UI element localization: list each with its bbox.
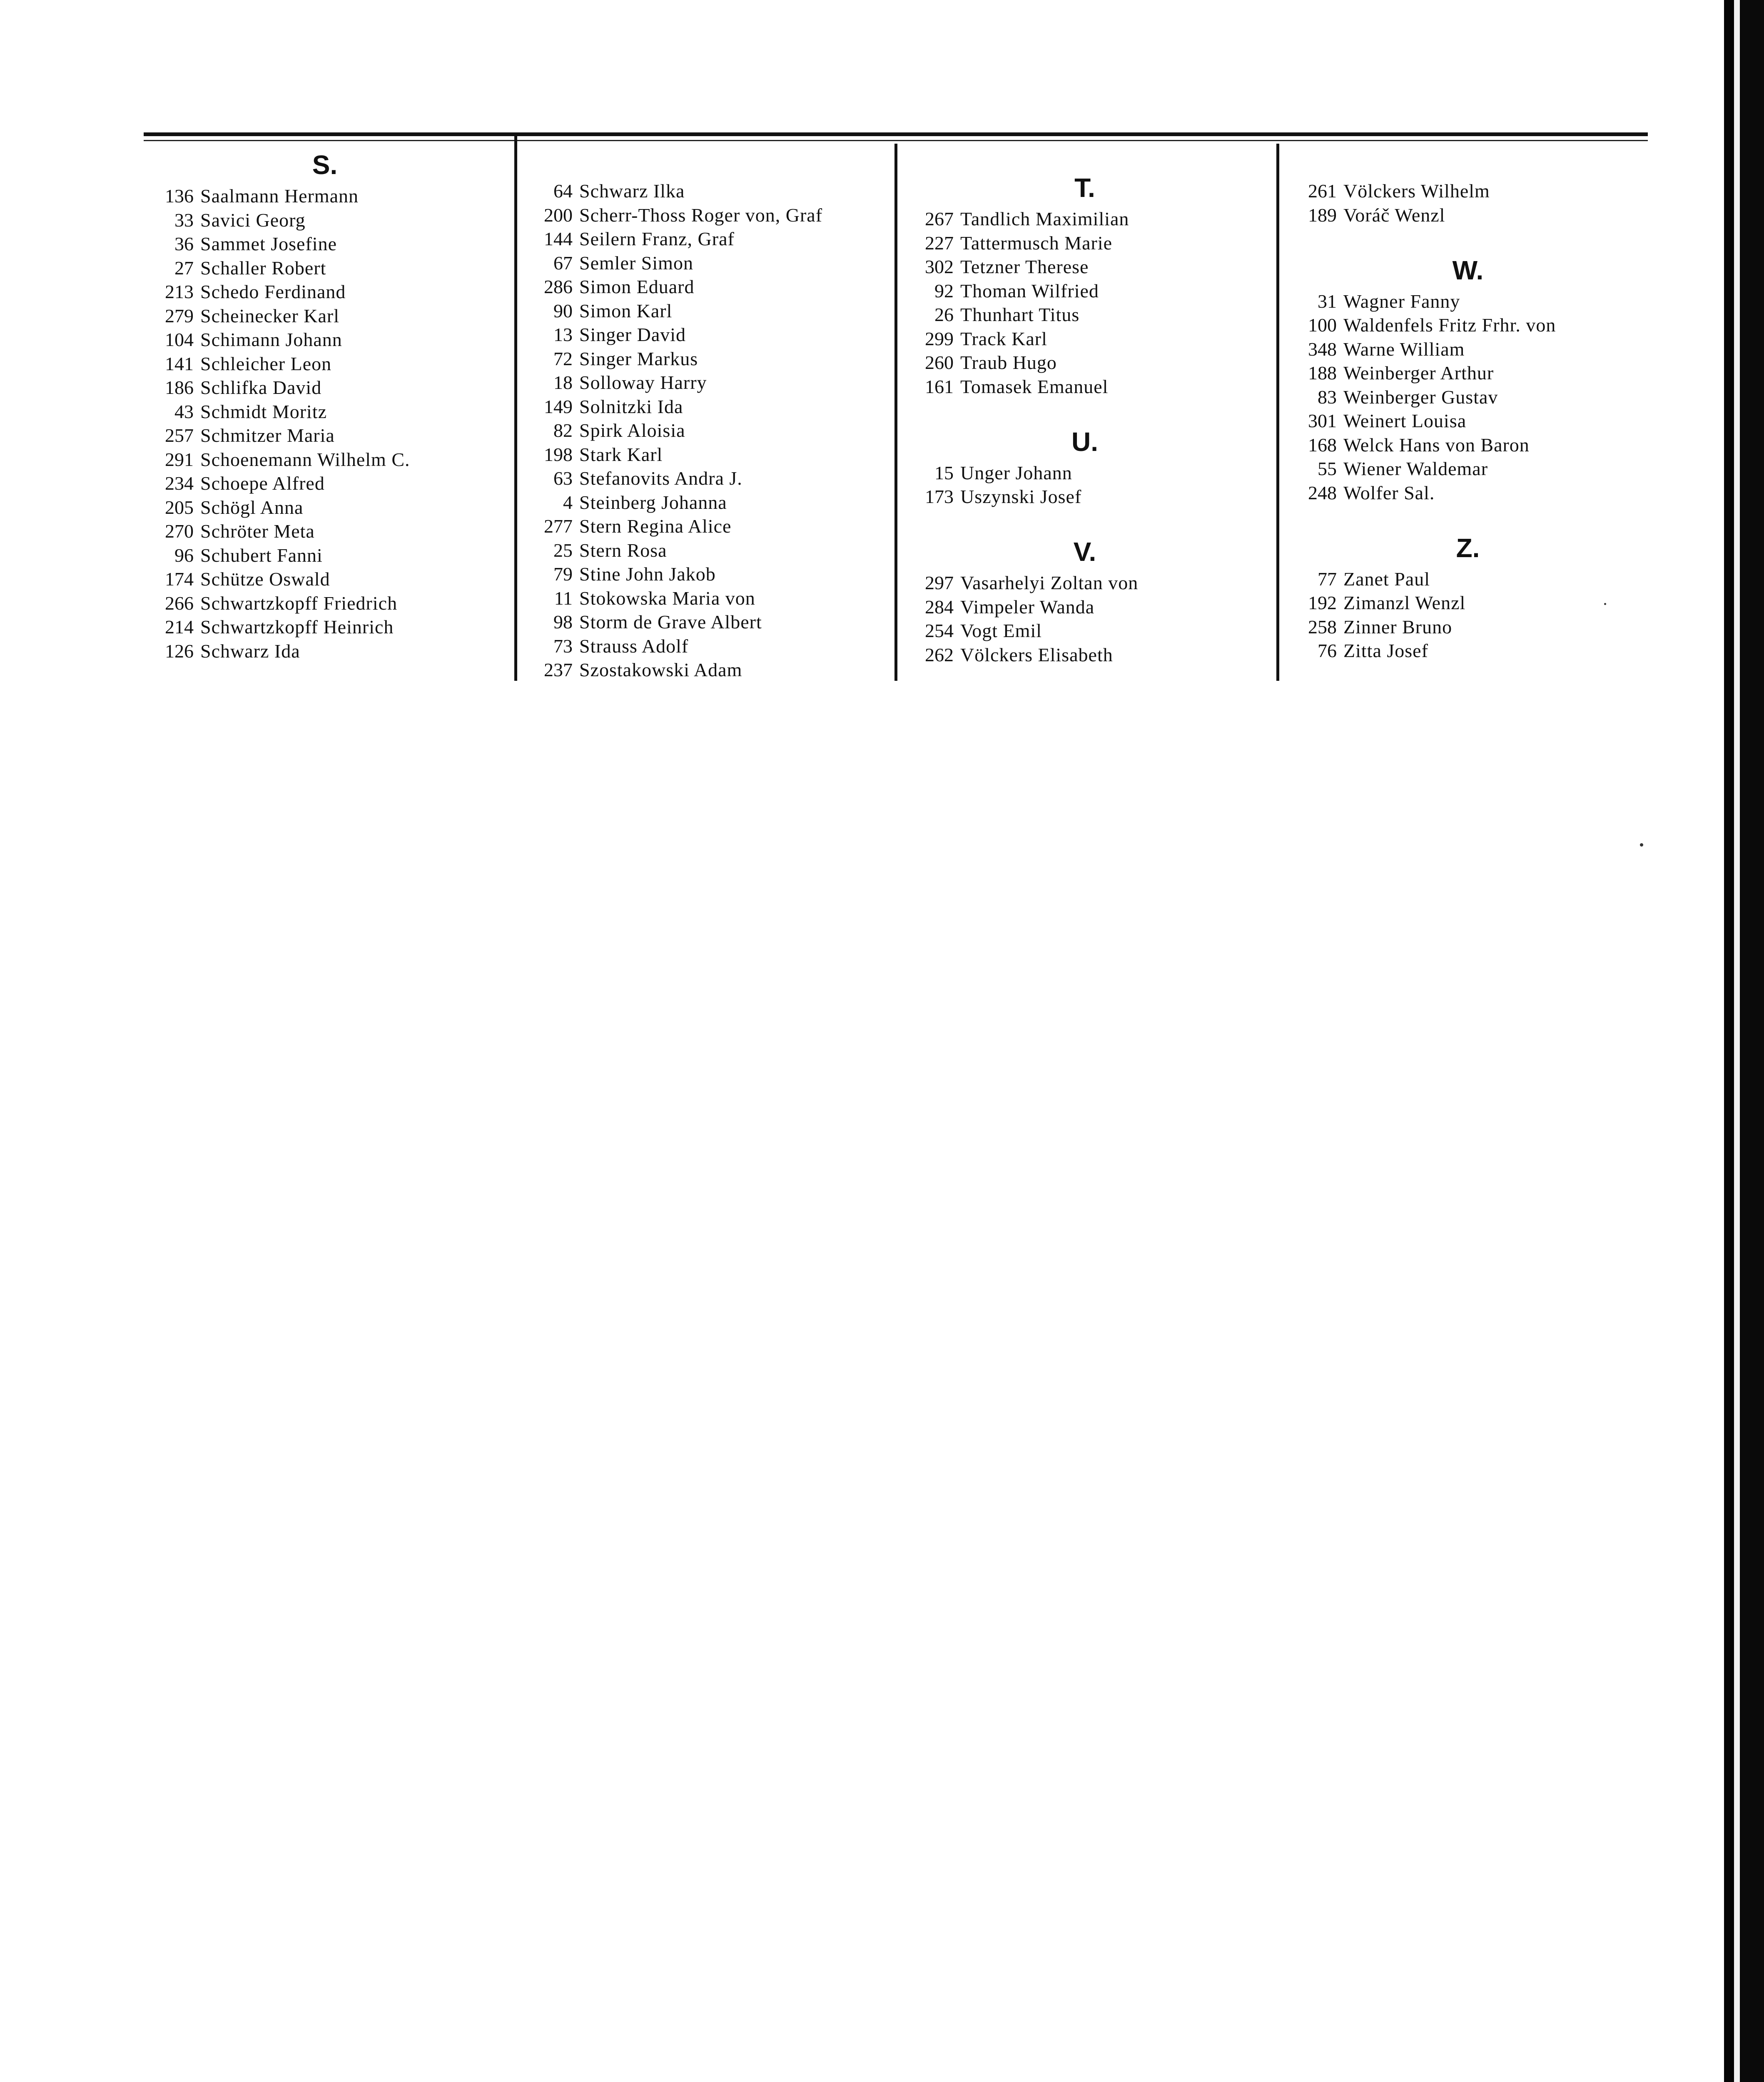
- index-entry: [523, 418, 885, 443]
- entry-name: Zitta Josef: [1343, 640, 1428, 661]
- index-entry: [904, 255, 1266, 279]
- entry-number: 248: [1308, 482, 1337, 503]
- top-rule-thin: [144, 140, 1648, 141]
- entry-name: Schlifka David: [200, 377, 322, 398]
- entry-number: 186: [165, 377, 194, 398]
- entry-number: 36: [174, 233, 194, 254]
- index-column-3: [904, 169, 1266, 667]
- index-entry: [1287, 289, 1649, 314]
- index-column-4: [1287, 179, 1649, 663]
- index-entry: [904, 375, 1266, 399]
- index-entry: [904, 619, 1266, 643]
- index-entry: [523, 251, 885, 275]
- entry-name: Schwartzkopff Heinrich: [200, 616, 394, 638]
- entry-name: Saalmann Hermann: [200, 185, 359, 207]
- entry-name: Seilern Franz, Graf: [579, 228, 735, 249]
- entry-name: Tetzner Therese: [960, 256, 1089, 277]
- entry-number: 144: [544, 228, 573, 249]
- entry-number: 55: [1318, 458, 1337, 479]
- entry-name: Stine John Jakob: [579, 563, 716, 585]
- top-rule: [144, 132, 1648, 136]
- entry-number: 104: [165, 329, 194, 350]
- index-entry: [523, 538, 885, 563]
- group-spacer: [1287, 227, 1649, 251]
- index-entry: [523, 323, 885, 347]
- entry-number: 43: [174, 401, 194, 422]
- entry-number: 301: [1308, 410, 1337, 431]
- entry-number: 174: [165, 568, 194, 590]
- entry-number: 82: [553, 420, 573, 441]
- entry-name: Track Karl: [960, 328, 1047, 349]
- index-entry: [1287, 313, 1649, 337]
- group-spacer: [904, 398, 1266, 423]
- section-letter-heading: W.: [1452, 255, 1484, 285]
- index-entry: [144, 519, 506, 543]
- section-letter-heading: T.: [1074, 173, 1095, 203]
- entry-name: Voráč Wenzl: [1343, 204, 1445, 226]
- entry-name: Schubert Fanni: [200, 544, 323, 566]
- index-entry: [523, 299, 885, 323]
- entry-name: Schmidt Moritz: [200, 401, 327, 422]
- entry-name: Schoepe Alfred: [200, 473, 325, 494]
- entry-number: 77: [1318, 568, 1337, 590]
- index-entry: [904, 279, 1266, 303]
- page-edge-gap: [1734, 0, 1740, 2082]
- index-entry: [904, 327, 1266, 351]
- entry-number: 13: [553, 324, 573, 345]
- entry-name: Steinberg Johanna: [579, 491, 727, 513]
- entry-name: Schoenemann Wilhelm C.: [200, 448, 410, 470]
- index-entry: [1287, 433, 1649, 457]
- entry-name: Vogt Emil: [960, 620, 1042, 641]
- entry-name: Thunhart Titus: [960, 304, 1080, 325]
- entry-name: Savici Georg: [200, 209, 306, 231]
- index-entry: [523, 491, 885, 515]
- entry-number: 64: [553, 180, 573, 202]
- stray-mark: [1640, 843, 1643, 847]
- column-divider-3: [1276, 144, 1279, 681]
- entry-name: Weinert Louisa: [1343, 410, 1467, 431]
- index-entry: [1287, 385, 1649, 409]
- entry-number: 205: [165, 496, 194, 518]
- index-entry: [144, 232, 506, 256]
- entry-number: 90: [553, 300, 573, 321]
- index-entry: [144, 471, 506, 496]
- entry-number: 286: [544, 276, 573, 297]
- group-spacer: [904, 509, 1266, 533]
- index-entry: [144, 304, 506, 328]
- entry-number: 136: [165, 185, 194, 207]
- index-entry: [523, 466, 885, 491]
- entry-number: 262: [925, 644, 954, 665]
- index-entry: [904, 231, 1266, 255]
- entry-number: 100: [1308, 314, 1337, 336]
- entry-name: Schleicher Leon: [200, 353, 332, 374]
- entry-name: Vimpeler Wanda: [960, 596, 1095, 618]
- index-entry: [1287, 481, 1649, 505]
- index-entry: [523, 347, 885, 371]
- index-entry: [144, 639, 506, 663]
- entry-number: 213: [165, 281, 194, 302]
- index-entry: [904, 595, 1266, 619]
- entry-number: 4: [563, 491, 573, 513]
- entry-name: Schwartzkopff Friedrich: [200, 592, 398, 614]
- entry-name: Solloway Harry: [579, 372, 707, 393]
- column-divider-2: [894, 144, 897, 681]
- entry-number: 18: [553, 372, 573, 393]
- index-entry: [1287, 567, 1649, 591]
- section-letter-heading: V.: [1073, 537, 1096, 567]
- entry-number: 79: [553, 563, 573, 585]
- index-entry: [904, 461, 1266, 485]
- index-entry: [1287, 639, 1649, 663]
- entry-name: Stern Regina Alice: [579, 516, 732, 537]
- entry-number: 291: [165, 448, 194, 470]
- index-entry: [523, 275, 885, 299]
- index-column-1: [144, 146, 506, 663]
- page-edge-shadow: [1724, 0, 1734, 2082]
- index-entry: [523, 634, 885, 658]
- index-entry: [1287, 337, 1649, 361]
- entry-number: 26: [934, 304, 954, 325]
- entry-name: Solnitzki Ida: [579, 396, 683, 417]
- index-entry: [523, 610, 885, 634]
- index-entry: [523, 514, 885, 538]
- entry-name: Weinberger Arthur: [1343, 362, 1494, 384]
- entry-number: 267: [925, 208, 954, 229]
- entry-number: 67: [553, 252, 573, 274]
- index-entry: [523, 586, 885, 610]
- entry-name: Szostakowski Adam: [579, 659, 742, 680]
- entry-name: Waldenfels Fritz Frhr. von: [1343, 314, 1556, 336]
- section-letter-heading: S.: [312, 150, 338, 180]
- entry-number: 161: [925, 376, 954, 397]
- entry-number: 279: [165, 305, 194, 326]
- entry-name: Thoman Wilfried: [960, 280, 1099, 301]
- index-entry: [523, 395, 885, 419]
- index-entry: [904, 303, 1266, 327]
- index-entry: [144, 328, 506, 352]
- entry-number: 25: [553, 539, 573, 561]
- entry-number: 149: [544, 396, 573, 417]
- index-column-2: [523, 179, 885, 682]
- entry-name: Wolfer Sal.: [1343, 482, 1435, 503]
- entry-name: Welck Hans von Baron: [1343, 434, 1530, 456]
- index-entry: [144, 208, 506, 232]
- entry-name: Warne William: [1343, 338, 1465, 360]
- index-entry: [904, 485, 1266, 509]
- entry-name: Weinberger Gustav: [1343, 386, 1498, 408]
- entry-name: Stokowska Maria von: [579, 587, 755, 609]
- entry-number: 96: [174, 544, 194, 566]
- entry-number: 33: [174, 209, 194, 231]
- index-entry: [1287, 203, 1649, 227]
- entry-name: Wagner Fanny: [1343, 290, 1460, 312]
- entry-number: 261: [1308, 180, 1337, 202]
- entry-number: 173: [925, 486, 954, 507]
- index-entry: [144, 256, 506, 280]
- entry-number: 31: [1318, 290, 1337, 312]
- entry-name: Tomasek Emanuel: [960, 376, 1109, 397]
- entry-name: Singer David: [579, 324, 686, 345]
- entry-number: 27: [174, 257, 194, 279]
- entry-name: Singer Markus: [579, 348, 698, 369]
- entry-number: 188: [1308, 362, 1337, 384]
- index-entry: [1287, 591, 1649, 615]
- entry-number: 15: [934, 462, 954, 483]
- index-entry: [904, 571, 1266, 595]
- entry-name: Wiener Waldemar: [1343, 458, 1488, 479]
- entry-number: 260: [925, 352, 954, 373]
- group-spacer: [1287, 505, 1649, 529]
- entry-name: Simon Karl: [579, 300, 673, 321]
- entry-name: Spirk Aloisia: [579, 420, 685, 441]
- entry-name: Schütze Oswald: [200, 568, 330, 590]
- entry-number: 11: [554, 587, 573, 609]
- index-entry: [144, 543, 506, 568]
- entry-number: 237: [544, 659, 573, 680]
- entry-number: 63: [553, 468, 573, 489]
- entry-number: 266: [165, 592, 194, 614]
- entry-name: Schröter Meta: [200, 520, 315, 542]
- index-entry: [144, 376, 506, 400]
- index-entry: [144, 184, 506, 208]
- index-entry: [144, 591, 506, 615]
- entry-name: Simon Eduard: [579, 276, 695, 297]
- index-entry: [144, 496, 506, 520]
- index-entry: [1287, 409, 1649, 433]
- page-edge-border: [1740, 0, 1764, 2082]
- index-entry: [144, 423, 506, 448]
- entry-number: 214: [165, 616, 194, 638]
- entry-name: Unger Johann: [960, 462, 1072, 483]
- entry-number: 234: [165, 473, 194, 494]
- entry-number: 200: [544, 204, 573, 226]
- entry-number: 257: [165, 425, 194, 446]
- entry-name: Tattermusch Marie: [960, 232, 1113, 254]
- index-entry: [1287, 179, 1649, 203]
- entry-number: 254: [925, 620, 954, 641]
- index-entry: [523, 203, 885, 227]
- entry-number: 277: [544, 516, 573, 537]
- entry-name: Völckers Wilhelm: [1343, 180, 1490, 202]
- index-entry: [144, 400, 506, 424]
- entry-number: 72: [553, 348, 573, 369]
- index-entry: [1287, 361, 1649, 385]
- entry-name: Scherr-Thoss Roger von, Graf: [579, 204, 823, 226]
- index-entry: [144, 615, 506, 639]
- entry-number: 302: [925, 256, 954, 277]
- entry-name: Schimann Johann: [200, 329, 342, 350]
- index-entry: [523, 443, 885, 467]
- entry-number: 297: [925, 572, 954, 593]
- index-entry: [144, 280, 506, 304]
- index-entry: [523, 371, 885, 395]
- entry-name: Schwarz Ida: [200, 640, 300, 662]
- index-entry: [144, 448, 506, 472]
- index-entry: [144, 567, 506, 591]
- entry-name: Völckers Elisabeth: [960, 644, 1113, 665]
- entry-name: Uszynski Josef: [960, 486, 1082, 507]
- index-entry: [523, 658, 885, 682]
- entry-number: 83: [1318, 386, 1337, 408]
- entry-name: Schmitzer Maria: [200, 425, 335, 446]
- index-entry: [523, 227, 885, 251]
- entry-name: Strauss Adolf: [579, 635, 689, 657]
- entry-number: 299: [925, 328, 954, 349]
- entry-name: Storm de Grave Albert: [579, 611, 762, 633]
- entry-name: Tandlich Maximilian: [960, 208, 1129, 229]
- entry-name: Sammet Josefine: [200, 233, 337, 254]
- index-entry: [904, 207, 1266, 231]
- entry-name: Stefanovits Andra J.: [579, 468, 742, 489]
- index-entry: [144, 352, 506, 376]
- entry-number: 168: [1308, 434, 1337, 456]
- column-divider-1: [514, 135, 517, 681]
- entry-name: Schwarz Ilka: [579, 180, 685, 202]
- entry-name: Stern Rosa: [579, 539, 667, 561]
- index-entry: [523, 562, 885, 586]
- entry-name: Vasarhelyi Zoltan von: [960, 572, 1139, 593]
- section-letter-heading: Z.: [1456, 533, 1480, 563]
- index-entry: [1287, 457, 1649, 481]
- entry-number: 227: [925, 232, 954, 254]
- entry-number: 284: [925, 596, 954, 618]
- entry-number: 73: [553, 635, 573, 657]
- entry-name: Semler Simon: [579, 252, 693, 274]
- entry-number: 192: [1308, 592, 1337, 613]
- entry-number: 76: [1318, 640, 1337, 661]
- entry-number: 189: [1308, 204, 1337, 226]
- entry-name: Schaller Robert: [200, 257, 326, 279]
- entry-name: Zinner Bruno: [1343, 616, 1453, 638]
- entry-number: 348: [1308, 338, 1337, 360]
- entry-number: 92: [934, 280, 954, 301]
- entry-name: Traub Hugo: [960, 352, 1057, 373]
- entry-number: 270: [165, 520, 194, 542]
- entry-number: 126: [165, 640, 194, 662]
- entry-number: 98: [553, 611, 573, 633]
- section-letter-heading: U.: [1071, 426, 1098, 457]
- entry-name: Stark Karl: [579, 443, 663, 465]
- entry-name: Zimanzl Wenzl: [1343, 592, 1466, 613]
- index-entry: [523, 179, 885, 203]
- entry-number: 141: [165, 353, 194, 374]
- index-entry: [1287, 615, 1649, 639]
- entry-name: Schögl Anna: [200, 496, 304, 518]
- index-entry: [904, 643, 1266, 667]
- entry-name: Schedo Ferdinand: [200, 281, 346, 302]
- entry-number: 258: [1308, 616, 1337, 638]
- entry-number: 198: [544, 443, 573, 465]
- entry-name: Scheinecker Karl: [200, 305, 340, 326]
- index-entry: [904, 351, 1266, 375]
- entry-name: Zanet Paul: [1343, 568, 1430, 590]
